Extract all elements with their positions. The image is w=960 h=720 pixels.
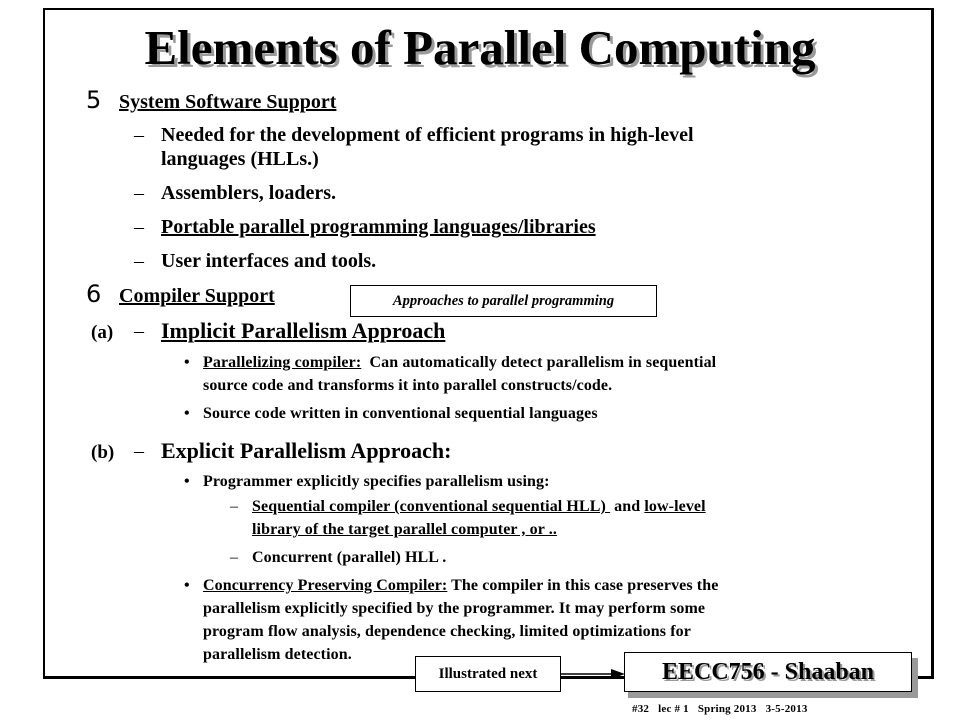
dash-glyph: – bbox=[134, 440, 144, 462]
approach-b-label: (b) bbox=[91, 442, 115, 463]
illustrated-next-box bbox=[415, 656, 561, 692]
approach-b-sub-2: Concurrent (parallel) HLL . bbox=[252, 549, 447, 566]
section-5-item-3: Portable parallel programming languages/libraries bbox=[161, 216, 596, 238]
approach-a-heading: Implicit Parallelism Approach bbox=[161, 318, 446, 343]
section-5-item-2: Assemblers, loaders. bbox=[161, 182, 336, 204]
dash-glyph: – bbox=[134, 124, 144, 146]
bullet-glyph: • bbox=[184, 577, 190, 594]
dash-glyph: – bbox=[230, 549, 239, 566]
section-6-number: 6 bbox=[86, 280, 102, 308]
arrow-right-icon bbox=[561, 666, 627, 682]
illustrated-next-text: Illustrated next bbox=[438, 665, 538, 682]
approach-b-bullet-2-line-4: parallelism detection. bbox=[203, 646, 352, 663]
term: Spring 2013 bbox=[697, 703, 757, 715]
concurrency-preserving-term: Concurrency Preserving Compiler: bbox=[203, 577, 448, 594]
course-footer-box bbox=[624, 652, 914, 698]
section-5-number: 5 bbox=[86, 86, 102, 114]
slide-number: #32 bbox=[632, 703, 650, 715]
low-level-text: low-level bbox=[644, 498, 706, 515]
section-5-heading: System Software Support bbox=[119, 91, 337, 113]
approach-a-bullet-1 bbox=[203, 354, 716, 372]
lecture-number: lec # 1 bbox=[658, 703, 689, 715]
approach-a-bullet-1-cont: source code and transforms it into parallel constructs/code. bbox=[203, 377, 613, 394]
course-name: EECC756 - Shaaban bbox=[661, 658, 875, 685]
dash-glyph: – bbox=[134, 216, 144, 238]
dash-glyph: – bbox=[134, 320, 144, 342]
section-6-heading: Compiler Support bbox=[119, 285, 275, 307]
bullet-glyph: • bbox=[184, 354, 190, 371]
footer-front bbox=[624, 652, 912, 692]
bullet-glyph: • bbox=[184, 405, 190, 422]
dash-glyph: – bbox=[134, 182, 144, 204]
approach-a-label: (a) bbox=[91, 322, 114, 343]
dash-glyph: – bbox=[230, 498, 239, 515]
dash-glyph: – bbox=[134, 250, 144, 272]
approaches-note-box bbox=[350, 285, 657, 317]
date: 3-5-2013 bbox=[765, 703, 808, 715]
section-5-item-1-cont: languages (HLLs.) bbox=[161, 148, 319, 170]
concurrency-preserving-desc: The compiler in this case preserves the bbox=[447, 577, 719, 594]
approach-b-sub-1-cont: library of the target parallel computer , or .. bbox=[252, 521, 557, 538]
slide-title: Elements of Parallel Computing bbox=[144, 20, 816, 75]
approach-b-bullet-2-line-3: program flow analysis, dependence checking, limited optimizations for bbox=[203, 623, 691, 640]
approach-a-bullet-2: Source code written in conventional sequential languages bbox=[203, 405, 598, 422]
approach-b-bullet-2-line-2: parallelism explicitly specified by the programmer. It may perform some bbox=[203, 600, 706, 617]
parallelizing-compiler-term: Parallelizing compiler: bbox=[203, 354, 362, 371]
approach-b-heading: Explicit Parallelism Approach: bbox=[161, 438, 452, 463]
section-5-item-1: Needed for the development of efficient programs in high-level bbox=[161, 124, 694, 146]
approach-b-bullet-1: Programmer explicitly specifies parallelism using: bbox=[203, 473, 550, 490]
approach-b-bullet-2 bbox=[203, 577, 718, 595]
sequential-compiler-text: Sequential compiler (conventional sequential HLL) bbox=[252, 498, 611, 515]
approaches-note-text: Approaches to parallel programming bbox=[392, 292, 615, 309]
parallelizing-compiler-desc: Can automatically detect parallelism in sequential bbox=[361, 354, 717, 371]
slide-meta bbox=[632, 703, 817, 715]
bullet-glyph: • bbox=[184, 473, 190, 490]
section-5-item-4: User interfaces and tools. bbox=[161, 250, 377, 272]
approach-b-sub-1 bbox=[252, 498, 706, 516]
and-text: and bbox=[610, 498, 645, 515]
